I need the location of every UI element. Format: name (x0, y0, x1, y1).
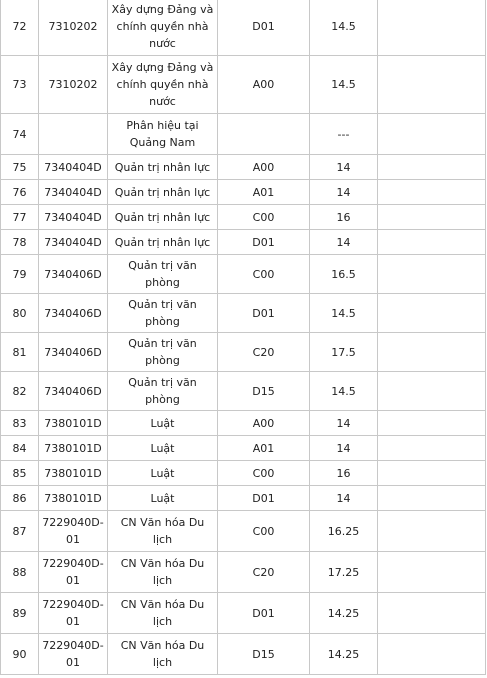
major-name: CN Văn hóa Du lịch (108, 552, 218, 593)
cutoff-score: 14 (310, 155, 378, 180)
major-name: Quản trị nhân lực (108, 205, 218, 230)
note (378, 56, 486, 114)
table-row (1, 294, 486, 333)
major-name: Quản trị nhân lực (108, 230, 218, 255)
cutoff-score: 14 (310, 180, 378, 205)
row-number: 88 (1, 552, 39, 593)
cutoff-score: 17.5 (310, 333, 378, 372)
major-code: 7229040D-01 (39, 552, 108, 593)
major-code: 7380101D (39, 411, 108, 436)
cutoff-score: 14.5 (310, 0, 378, 56)
table-row (1, 0, 486, 56)
subject-combination: A01 (218, 180, 310, 205)
note (378, 155, 486, 180)
note (378, 0, 486, 56)
note (378, 180, 486, 205)
cutoff-score: 14.25 (310, 634, 378, 675)
subject-combination (218, 114, 310, 155)
table-row (1, 486, 486, 511)
subject-combination: C20 (218, 333, 310, 372)
note (378, 205, 486, 230)
cutoff-score: 14 (310, 486, 378, 511)
major-name: Quản trị nhân lực (108, 155, 218, 180)
table-row (1, 180, 486, 205)
subject-combination: D15 (218, 372, 310, 411)
note (378, 255, 486, 294)
major-code: 7380101D (39, 486, 108, 511)
cutoff-score: 16.5 (310, 255, 378, 294)
note (378, 372, 486, 411)
major-name: Phân hiệu tại Quảng Nam (108, 114, 218, 155)
row-number: 77 (1, 205, 39, 230)
cutoff-score: 17.25 (310, 552, 378, 593)
row-number: 83 (1, 411, 39, 436)
major-code: 7229040D-01 (39, 593, 108, 634)
major-name: Quản trị văn phòng (108, 372, 218, 411)
table-row (1, 552, 486, 593)
cutoff-score: 14 (310, 436, 378, 461)
major-name: Quản trị văn phòng (108, 294, 218, 333)
subject-combination: C00 (218, 461, 310, 486)
row-number: 90 (1, 634, 39, 675)
major-code: 7340404D (39, 155, 108, 180)
major-code: 7380101D (39, 461, 108, 486)
row-number: 84 (1, 436, 39, 461)
note (378, 230, 486, 255)
cutoff-score: 14 (310, 230, 378, 255)
row-number: 81 (1, 333, 39, 372)
table-row (1, 511, 486, 552)
row-number: 87 (1, 511, 39, 552)
major-code: 7310202 (39, 0, 108, 56)
cutoff-score: 14.5 (310, 294, 378, 333)
major-code: 7380101D (39, 436, 108, 461)
subject-combination: C00 (218, 205, 310, 230)
major-code: 7340406D (39, 333, 108, 372)
major-name: Quản trị nhân lực (108, 180, 218, 205)
major-name: Quản trị văn phòng (108, 333, 218, 372)
cutoff-score: 14 (310, 411, 378, 436)
major-code: 7340406D (39, 255, 108, 294)
note (378, 634, 486, 675)
table-row (1, 333, 486, 372)
major-name: Luật (108, 436, 218, 461)
row-number: 82 (1, 372, 39, 411)
table-row (1, 436, 486, 461)
cutoff-score: 16 (310, 461, 378, 486)
row-number: 86 (1, 486, 39, 511)
major-name: Xây dựng Đảng và chính quyền nhà nước (108, 56, 218, 114)
cutoff-score: 16.25 (310, 511, 378, 552)
note (378, 552, 486, 593)
row-number: 89 (1, 593, 39, 634)
note (378, 461, 486, 486)
table-row (1, 205, 486, 230)
table-row (1, 114, 486, 155)
row-number: 73 (1, 56, 39, 114)
subject-combination: A00 (218, 411, 310, 436)
note (378, 411, 486, 436)
major-code: 7340404D (39, 205, 108, 230)
major-name: Luật (108, 411, 218, 436)
subject-combination: C20 (218, 552, 310, 593)
row-number: 85 (1, 461, 39, 486)
subject-combination: D01 (218, 230, 310, 255)
table-row (1, 255, 486, 294)
major-code: 7310202 (39, 56, 108, 114)
subject-combination: D15 (218, 634, 310, 675)
subject-combination: A00 (218, 56, 310, 114)
major-code: 7340404D (39, 180, 108, 205)
table-row (1, 372, 486, 411)
major-name: CN Văn hóa Du lịch (108, 634, 218, 675)
note (378, 593, 486, 634)
major-code: 7340404D (39, 230, 108, 255)
subject-combination: A01 (218, 436, 310, 461)
table-row (1, 56, 486, 114)
major-code: 7229040D-01 (39, 634, 108, 675)
table-row (1, 411, 486, 436)
major-name: CN Văn hóa Du lịch (108, 593, 218, 634)
table-row (1, 634, 486, 675)
major-name: Luật (108, 461, 218, 486)
major-name: CN Văn hóa Du lịch (108, 511, 218, 552)
subject-combination: D01 (218, 294, 310, 333)
major-code: 7340406D (39, 372, 108, 411)
row-number: 74 (1, 114, 39, 155)
subject-combination: C00 (218, 511, 310, 552)
note (378, 436, 486, 461)
cutoff-score: 14.25 (310, 593, 378, 634)
subject-combination: D01 (218, 593, 310, 634)
table-row (1, 461, 486, 486)
cutoff-score: 16 (310, 205, 378, 230)
note (378, 333, 486, 372)
note (378, 294, 486, 333)
table-row (1, 230, 486, 255)
row-number: 75 (1, 155, 39, 180)
major-name: Quản trị văn phòng (108, 255, 218, 294)
note (378, 486, 486, 511)
row-number: 80 (1, 294, 39, 333)
subject-combination: A00 (218, 155, 310, 180)
major-code: 7229040D-01 (39, 511, 108, 552)
note (378, 511, 486, 552)
row-number: 78 (1, 230, 39, 255)
major-code (39, 114, 108, 155)
subject-combination: D01 (218, 0, 310, 56)
subject-combination: D01 (218, 486, 310, 511)
row-number: 79 (1, 255, 39, 294)
row-number: 72 (1, 0, 39, 56)
table-row (1, 155, 486, 180)
major-name: Luật (108, 486, 218, 511)
cutoff-score: --- (310, 114, 378, 155)
cutoff-score: 14.5 (310, 56, 378, 114)
cutoff-score: 14.5 (310, 372, 378, 411)
table-row (1, 593, 486, 634)
subject-combination: C00 (218, 255, 310, 294)
major-name: Xây dựng Đảng và chính quyền nhà nước (108, 0, 218, 56)
major-code: 7340406D (39, 294, 108, 333)
row-number: 76 (1, 180, 39, 205)
note (378, 114, 486, 155)
